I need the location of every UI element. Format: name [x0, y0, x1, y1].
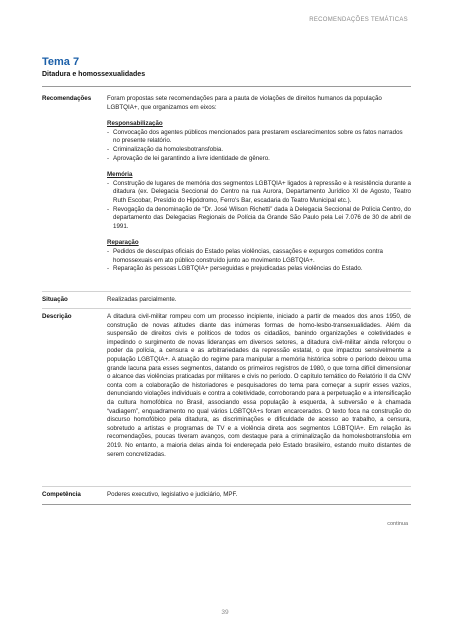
row-label-competencia: Competência: [42, 491, 81, 498]
group-heading-reparacao: Reparação: [107, 239, 139, 247]
row-label-recomendacoes: Recomendações: [42, 95, 92, 102]
group-list-memoria: [107, 180, 411, 232]
list-item: - Aprovação de lei garantindo a livre identidade de gênero.: [107, 155, 411, 164]
group-list-reparacao: [107, 248, 411, 274]
row-body-competencia: Poderes executivo, legislativo e judiciário, MPF.: [107, 491, 238, 498]
row-label-situacao: Situação: [42, 296, 68, 303]
continued-note: continua: [387, 521, 408, 527]
group-list-responsabilizacao: [107, 129, 411, 163]
row-divider: [42, 291, 411, 292]
page-number: 39: [221, 609, 229, 616]
top-rule: [42, 86, 411, 87]
theme-subtitle: Ditadura e homossexualidades: [42, 71, 146, 78]
row-body-situacao: Realizadas parcialmente.: [107, 296, 177, 303]
row-divider: [42, 308, 411, 309]
list-item: - Revogação da denominação de “Dr. José Wilson Richetti” dada à Delegacia Seccional de Polícia Centro, do departamento das Delegacias Regionais de Polícia da Grande São Paulo pela Lei 7.076 de 30 de abril de 1991.: [107, 206, 411, 232]
list-item: - Convocação dos agentes públicos mencionados para prestarem esclarecimentos sobre os fatos narrados no presente relatório.: [107, 129, 411, 146]
list-item: - Criminalização da homolesbotransfobia.: [107, 146, 411, 155]
running-head: RECOMENDAÇÕES TEMÁTICAS: [309, 17, 408, 23]
list-item: - Construção de lugares de memória dos segmentos LGBTQIA+ ligados à repressão e à resistência durante a ditadura (ex. Delegacia Seccional do Centro na rua Aurora, Departamento Jurídico XI de Agosto, Teatro Ruth Escobar, Presídio do Hipódromo, Ferro's Bar, escadaria do Teatro Municipal etc.).: [107, 180, 411, 206]
row-body-recomendacoes: [107, 95, 411, 274]
row-label-descricao: Descrição: [42, 313, 72, 320]
recomendacoes-intro: Foram propostas sete recomendações para a pauta de violações de direitos humanos da população LGBTQIA+, que organizamos em eixos:: [107, 95, 382, 111]
bottom-rule: [42, 504, 411, 505]
list-item: - Reparação às pessoas LGBTQIA+ perseguidas e prejudicadas pelas violências do Estado.: [107, 265, 411, 274]
theme-title: Tema 7: [42, 56, 80, 68]
group-heading-responsabilizacao: Responsabilização: [107, 120, 163, 128]
row-body-descricao: A ditadura civil-militar rompeu com um processo incipiente, iniciado a partir de meados dos anos 1950, de construção de novas atitudes diante das inúmeras formas de homo-lesbo-transexualidades. Além da suspensão de direitos civis e políticos de todos os cidadãos, banindo organizações e coletividades e impedindo o surgimento de novas lideranças em diversos setores, a ditadura civil-militar ainda reforçou o poder da polícia, a censura e as arbitrariedades da repressão estatal, o que impactou sensivelmente a população LGBTQIA+. A atuação do regime para manipular a memória histórica sobre o período deixou uma grande lacuna para esses segmentos, datando os primeiros registros de 1980, o que torna difícil dimensionar o alcance das violências praticadas por militares e civis no período. O capítulo temático do Relatório II da CNV conta com a colaboração de historiadores e pesquisadores do tema para começar a suprir esses vazios, denunciando violações individuais e contra a coletividade, corroborando para a perpetuação e a intensificação da cultura homofóbica no Brasil, associando essa população à esquerda, à subversão e à chamada “vadiagem”, enquadramento no qual vários LGBTQIA+s foram encarcerados. O texto foca na construção do discurso homofóbico pela ditadura, as discriminações e dificuldade de acesso ao trabalho, a censura, sobretudo a artistas e programas de TV e a violência direta aos segmentos LGBTQIA+. Em relação às recomendações, poucas tiveram avanços, com destaque para a criminalização da homolesbotransfobia em 2019. No entanto, a maioria delas ainda foi endereçada pelo Estado brasileiro, estando muito distantes de serem concretizadas.: [107, 313, 411, 458]
group-heading-memoria: Memória: [107, 171, 133, 179]
row-divider: [42, 486, 411, 487]
list-item: - Pedidos de desculpas oficiais do Estado pelas violências, cassações e expurgos cometidos contra homossexuais em ato público construído junto ao movimento LGBTQIA+.: [107, 248, 411, 265]
